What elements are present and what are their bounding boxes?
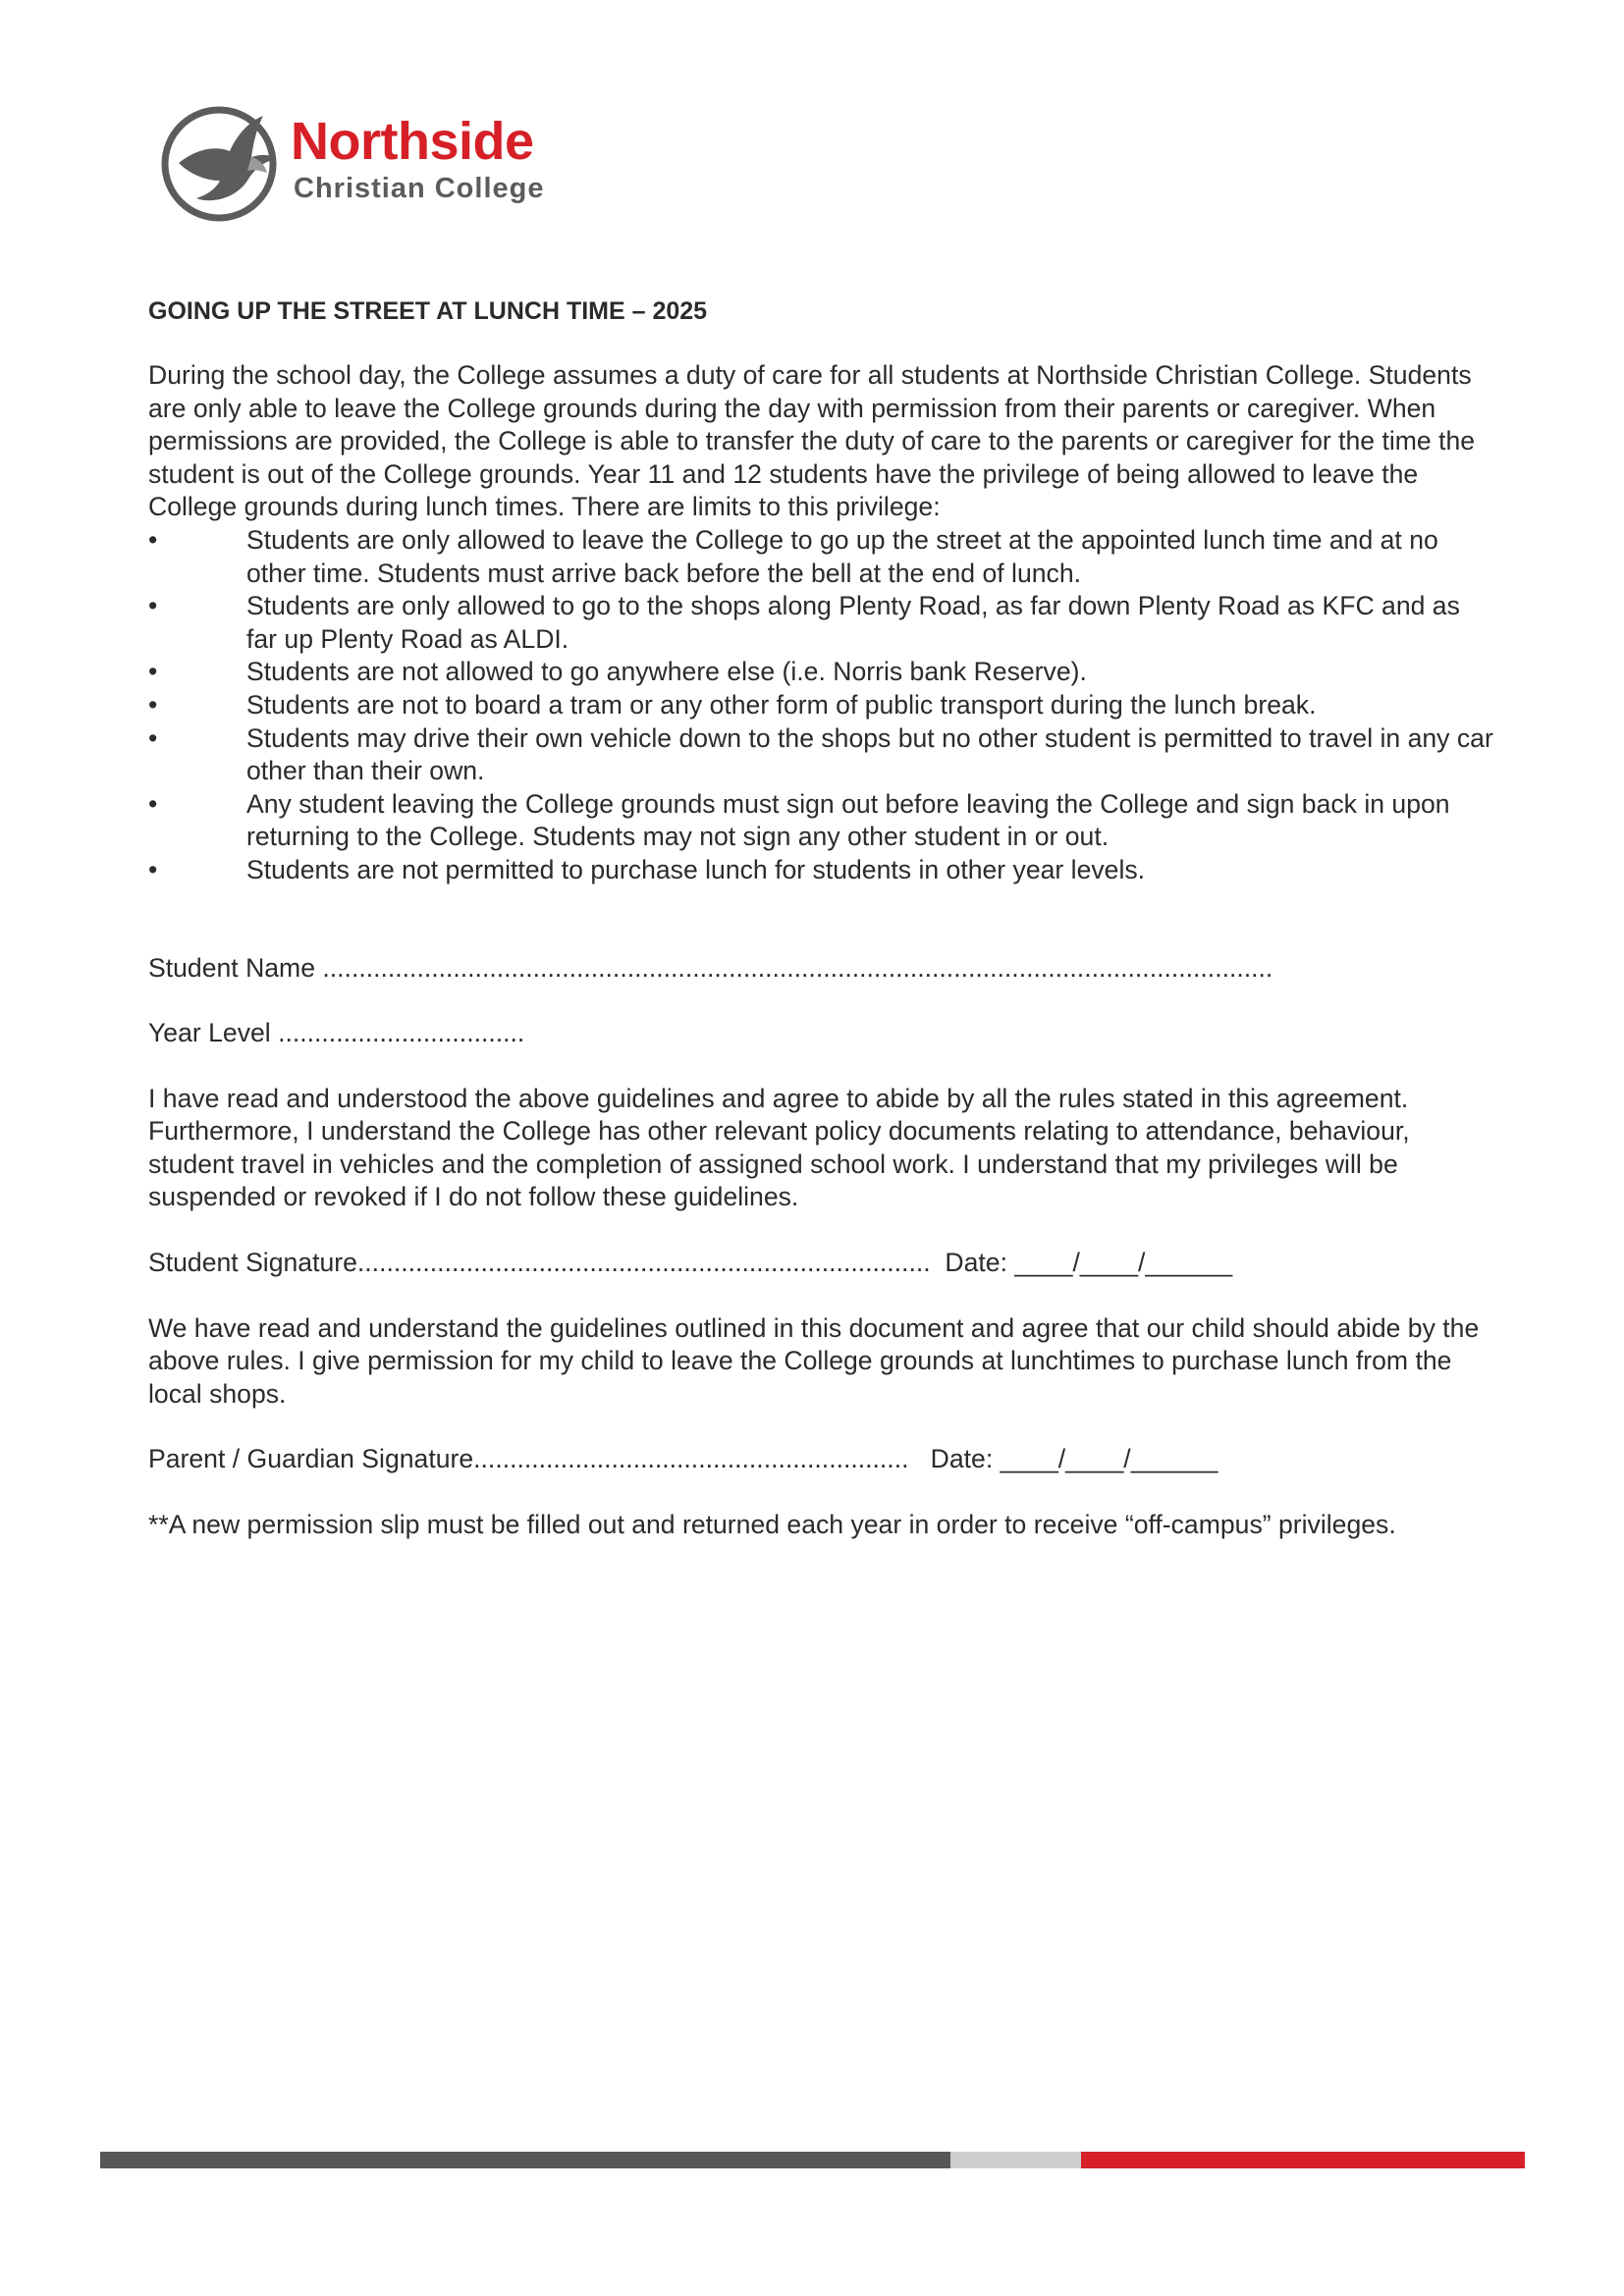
bullet-icon: • [148,689,158,720]
parent-signature-field[interactable]: Parent / Guardian Signature............................................................ [148,1444,909,1474]
list-item [148,689,1493,722]
rule-text: Students are only allowed to go to the shops along Plenty Road, as far down Plenty Road as KFC and as far up Plenty Road as ALDI. [246,591,1460,654]
logo-subtitle: Christian College [294,173,545,204]
bullet-icon: • [148,722,158,753]
rule-text: Any student leaving the College grounds must sign out before leaving the College and sign back in upon returning to the College. Students may not sign any other student in or out. [246,788,1450,852]
footer-bar-red-segment [1081,2152,1525,2168]
footer-bar-dark-segment [100,2152,950,2168]
student-agreement-paragraph: I have read and understood the above guidelines and agree to abide by all the rules stated in this agreement. Furthermore, I understand the College has other relevant policy documents relating to attendance, behaviour, student travel in vehicles and the completion of assigned school work. I understand that my privileges will be suspended or revoked if I do not follow these guidelines. [148,1083,1410,1212]
student-signature-row [148,1247,1493,1280]
document-body [148,294,1493,1542]
footer-color-bar [100,2152,1525,2168]
rule-text: Students are not allowed to go anywhere else (i.e. Norris bank Reserve). [246,657,1087,687]
year-level-field[interactable]: Year Level .................................. [148,1018,525,1048]
intro-paragraph: During the school day, the College assumes a duty of care for all students at Northside Christian College. Students are only able to leave the College grounds during the day with permission from their parents or caregiver. When permissions are provided, the College is able to transfer the duty of care to the parents or caregiver for the time the student is out of the College grounds. Year 11 and 12 students have the privilege of being allowed to leave the College grounds during lunch times. There are limits to this privilege: [148,360,1476,522]
logo-name: Northside [291,112,534,171]
list-item [148,524,1493,590]
list-item [148,656,1493,689]
list-item [148,854,1493,887]
student-name-field[interactable]: Student Name ................................................................................................................................... [148,952,1273,983]
dove-emblem-icon [157,102,281,226]
page-title: GOING UP THE STREET AT LUNCH TIME – 2025 [148,297,708,325]
list-item [148,788,1493,854]
parent-agreement-paragraph: We have read and understand the guidelines outlined in this document and agree that our child should abide by the above rules. I give permission for my child to leave the College grounds at lunchtimes to purchase lunch from the local shops. [148,1312,1480,1409]
footer-bar-light-segment [950,2152,1081,2168]
rule-text: Students are only allowed to leave the College to go up the street at the appointed lunch time and at no other time. Students must arrive back before the bell at the end of lunch. [246,524,1438,588]
bullet-icon: • [148,524,158,555]
bullet-icon: • [148,854,158,884]
college-logo [157,102,569,226]
rule-text: Students are not to board a tram or any other form of public transport during the lunch break. [246,689,1317,720]
footnote: **A new permission slip must be filled out and returned each year in order to receive “off-campus” privileges. [148,1510,1396,1540]
bullet-icon: • [148,591,158,621]
student-signature-field[interactable]: Student Signature............................................................................... [148,1248,931,1278]
list-item [148,590,1493,656]
bullet-icon: • [148,657,158,687]
list-item [148,722,1493,788]
parent-date-field[interactable]: Date: ____/____/______ [930,1444,1218,1474]
student-date-field[interactable]: Date: ____/____/______ [945,1248,1233,1278]
rules-list [148,524,1493,887]
parent-signature-row [148,1443,1493,1476]
rule-text: Students are not permitted to purchase lunch for students in other year levels. [246,854,1146,884]
bullet-icon: • [148,788,158,819]
rule-text: Students may drive their own vehicle down to the shops but no other student is permitted to travel in any car other than their own. [246,722,1493,786]
